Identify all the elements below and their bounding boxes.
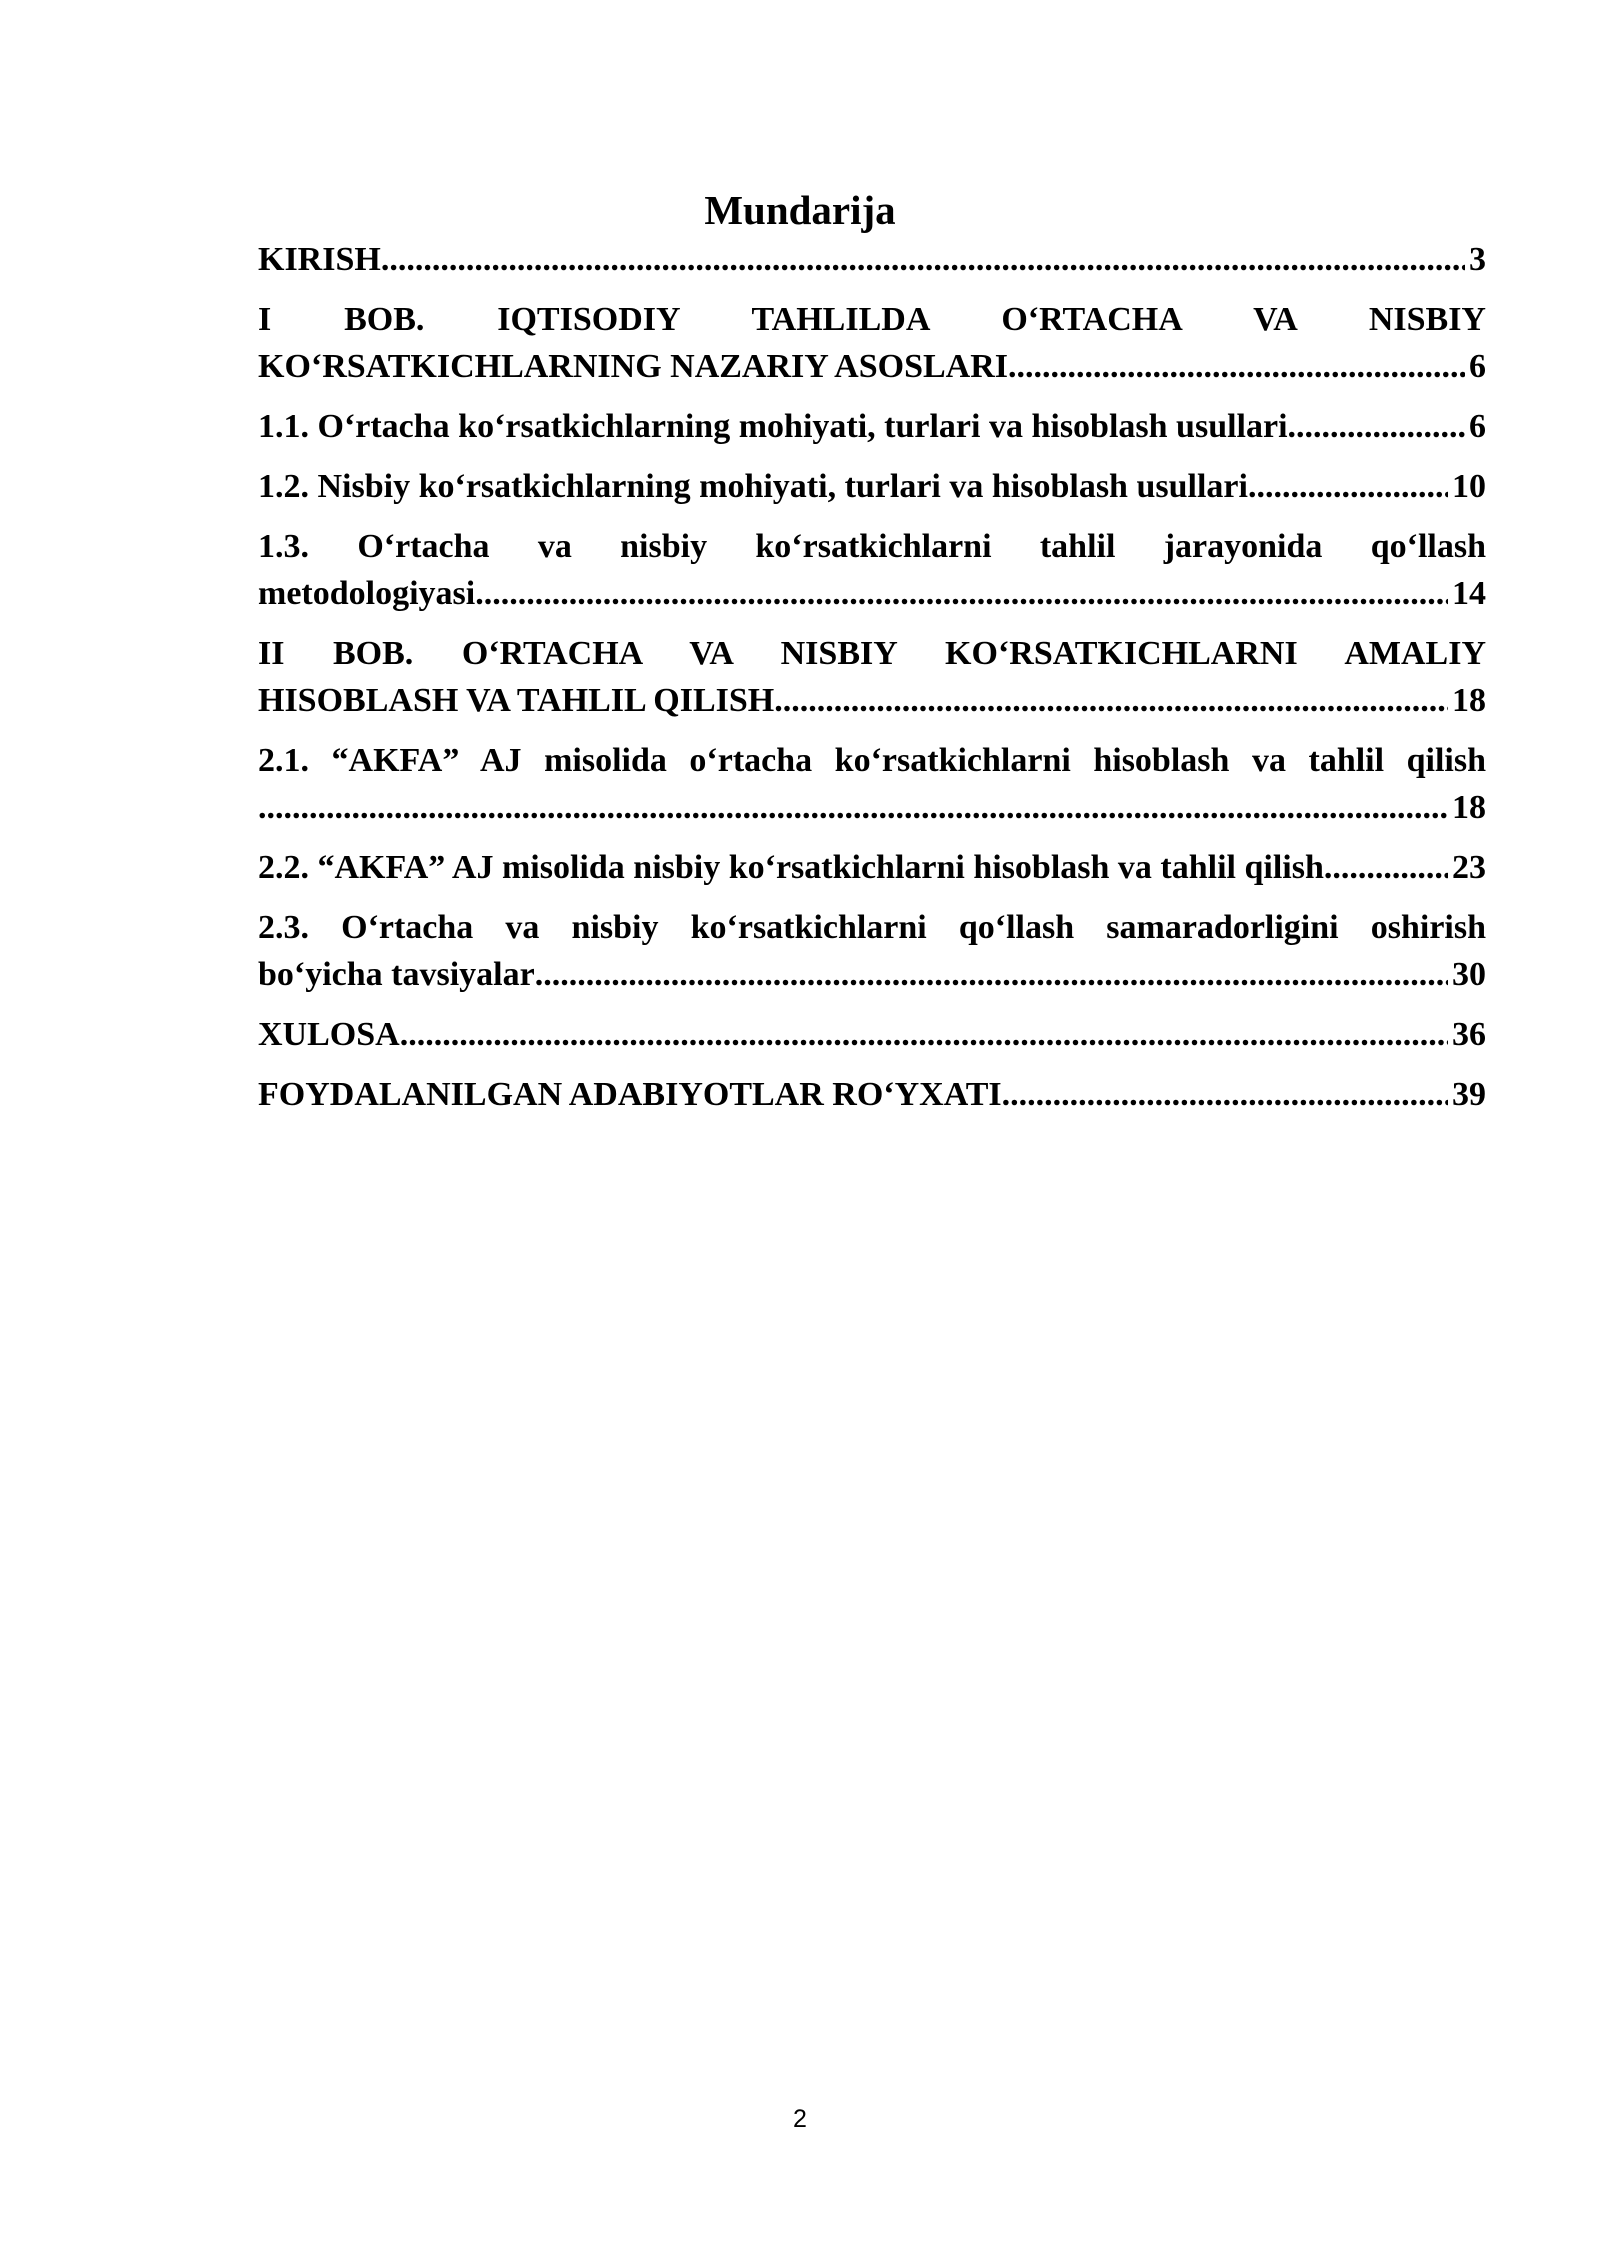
toc-entry-title-line-1: 2.1. “AKFA” AJ misolida o‘rtacha ko‘rsatkichlarni hisoblash va tahlil qilish xyxy=(258,742,1486,779)
toc-entry-title: KO‘RSATKICHLARNING NAZARIY ASOSLARI xyxy=(258,348,1009,385)
toc-leader-dots xyxy=(400,1011,1448,1058)
toc-page-number: 10 xyxy=(1452,468,1486,505)
toc-entry-references[interactable] xyxy=(258,1071,1486,1118)
toc-page-number: 39 xyxy=(1452,1076,1486,1113)
toc-entry-title-line-1: I BOB. IQTISODIY TAHLILDA O‘RTACHA VA NISBIY xyxy=(258,301,1486,338)
toc-entry-title: FOYDALANILGAN ADABIYOTLAR RO‘YXATI xyxy=(258,1076,1002,1113)
toc-entry-line xyxy=(258,784,1486,831)
toc-page-number: 14 xyxy=(1452,575,1486,612)
toc-page-number: 6 xyxy=(1469,348,1486,385)
toc-entry-kirish[interactable] xyxy=(258,236,1486,283)
toc-page-number: 6 xyxy=(1469,408,1486,445)
toc-entry-title: 2.2. “AKFA” AJ misolida nisbiy ko‘rsatkichlarni hisoblash va tahlil qilish xyxy=(258,849,1324,886)
toc-leader-dots xyxy=(475,570,1448,617)
toc-entry-title-line-1: 2.3. O‘rtacha va nisbiy ko‘rsatkichlarni qo‘llash samaradorligini oshirish xyxy=(258,909,1486,946)
toc-entry-title: 1.1. O‘rtacha ko‘rsatkichlarning mohiyati, turlari va hisoblash usullari xyxy=(258,408,1288,445)
toc-page-number: 18 xyxy=(1452,789,1486,826)
toc-entry-section-1-2[interactable] xyxy=(258,463,1486,510)
toc-entry-line xyxy=(258,1011,1486,1058)
toc-entry-title: KIRISH xyxy=(258,241,381,278)
toc-leader-dots xyxy=(535,951,1448,998)
toc-entry-section-1-3[interactable] xyxy=(258,523,1486,617)
toc-entry-chapter-1[interactable] xyxy=(258,296,1486,390)
toc-entry-section-2-1[interactable] xyxy=(258,737,1486,831)
toc-entry-line xyxy=(258,951,1486,998)
toc-entry-line xyxy=(258,677,1486,724)
toc-page-number: 3 xyxy=(1469,241,1486,278)
toc-entry-title: XULOSA xyxy=(258,1016,400,1053)
toc-entry-line xyxy=(258,236,1486,283)
toc-entry-line xyxy=(258,1071,1486,1118)
toc-page-number: 30 xyxy=(1452,956,1486,993)
toc-leader-dots xyxy=(258,784,1448,831)
toc-leader-dots xyxy=(1288,403,1465,450)
toc-entry-line xyxy=(258,343,1486,390)
toc-entry-line xyxy=(258,570,1486,617)
toc-leader-dots xyxy=(381,236,1465,283)
toc-entry-line xyxy=(258,844,1486,891)
toc-page-number: 23 xyxy=(1452,849,1486,886)
toc-leader-dots xyxy=(1324,844,1448,891)
toc-page-number: 18 xyxy=(1452,682,1486,719)
page-title: Mundarija xyxy=(704,187,896,233)
table-of-contents xyxy=(258,236,1486,1131)
toc-leader-dots xyxy=(1248,463,1448,510)
toc-entry-title: bo‘yicha tavsiyalar xyxy=(258,956,535,993)
toc-entry-title: HISOBLASH VA TAHLIL QILISH xyxy=(258,682,775,719)
toc-entry-xulosa[interactable] xyxy=(258,1011,1486,1058)
toc-entry-line xyxy=(258,463,1486,510)
toc-entry-line xyxy=(258,403,1486,450)
toc-entry-section-2-2[interactable] xyxy=(258,844,1486,891)
toc-entry-title: 1.2. Nisbiy ko‘rsatkichlarning mohiyati, turlari va hisoblash usullari xyxy=(258,468,1248,505)
toc-entry-chapter-2[interactable] xyxy=(258,630,1486,724)
toc-entry-section-2-3[interactable] xyxy=(258,904,1486,998)
toc-page-number: 36 xyxy=(1452,1016,1486,1053)
toc-leader-dots xyxy=(1002,1071,1448,1118)
toc-entry-title-line-1: II BOB. O‘RTACHA VA NISBIY KO‘RSATKICHLARNI AMALIY xyxy=(258,635,1486,672)
toc-leader-dots xyxy=(1008,343,1465,390)
toc-leader-dots xyxy=(774,677,1448,724)
toc-entry-title: metodologiyasi xyxy=(258,575,476,612)
page-number: 2 xyxy=(793,2105,807,2133)
toc-entry-title-line-1: 1.3. O‘rtacha va nisbiy ko‘rsatkichlarni tahlil jarayonida qo‘llash xyxy=(258,528,1486,565)
toc-entry-section-1-1[interactable] xyxy=(258,403,1486,450)
